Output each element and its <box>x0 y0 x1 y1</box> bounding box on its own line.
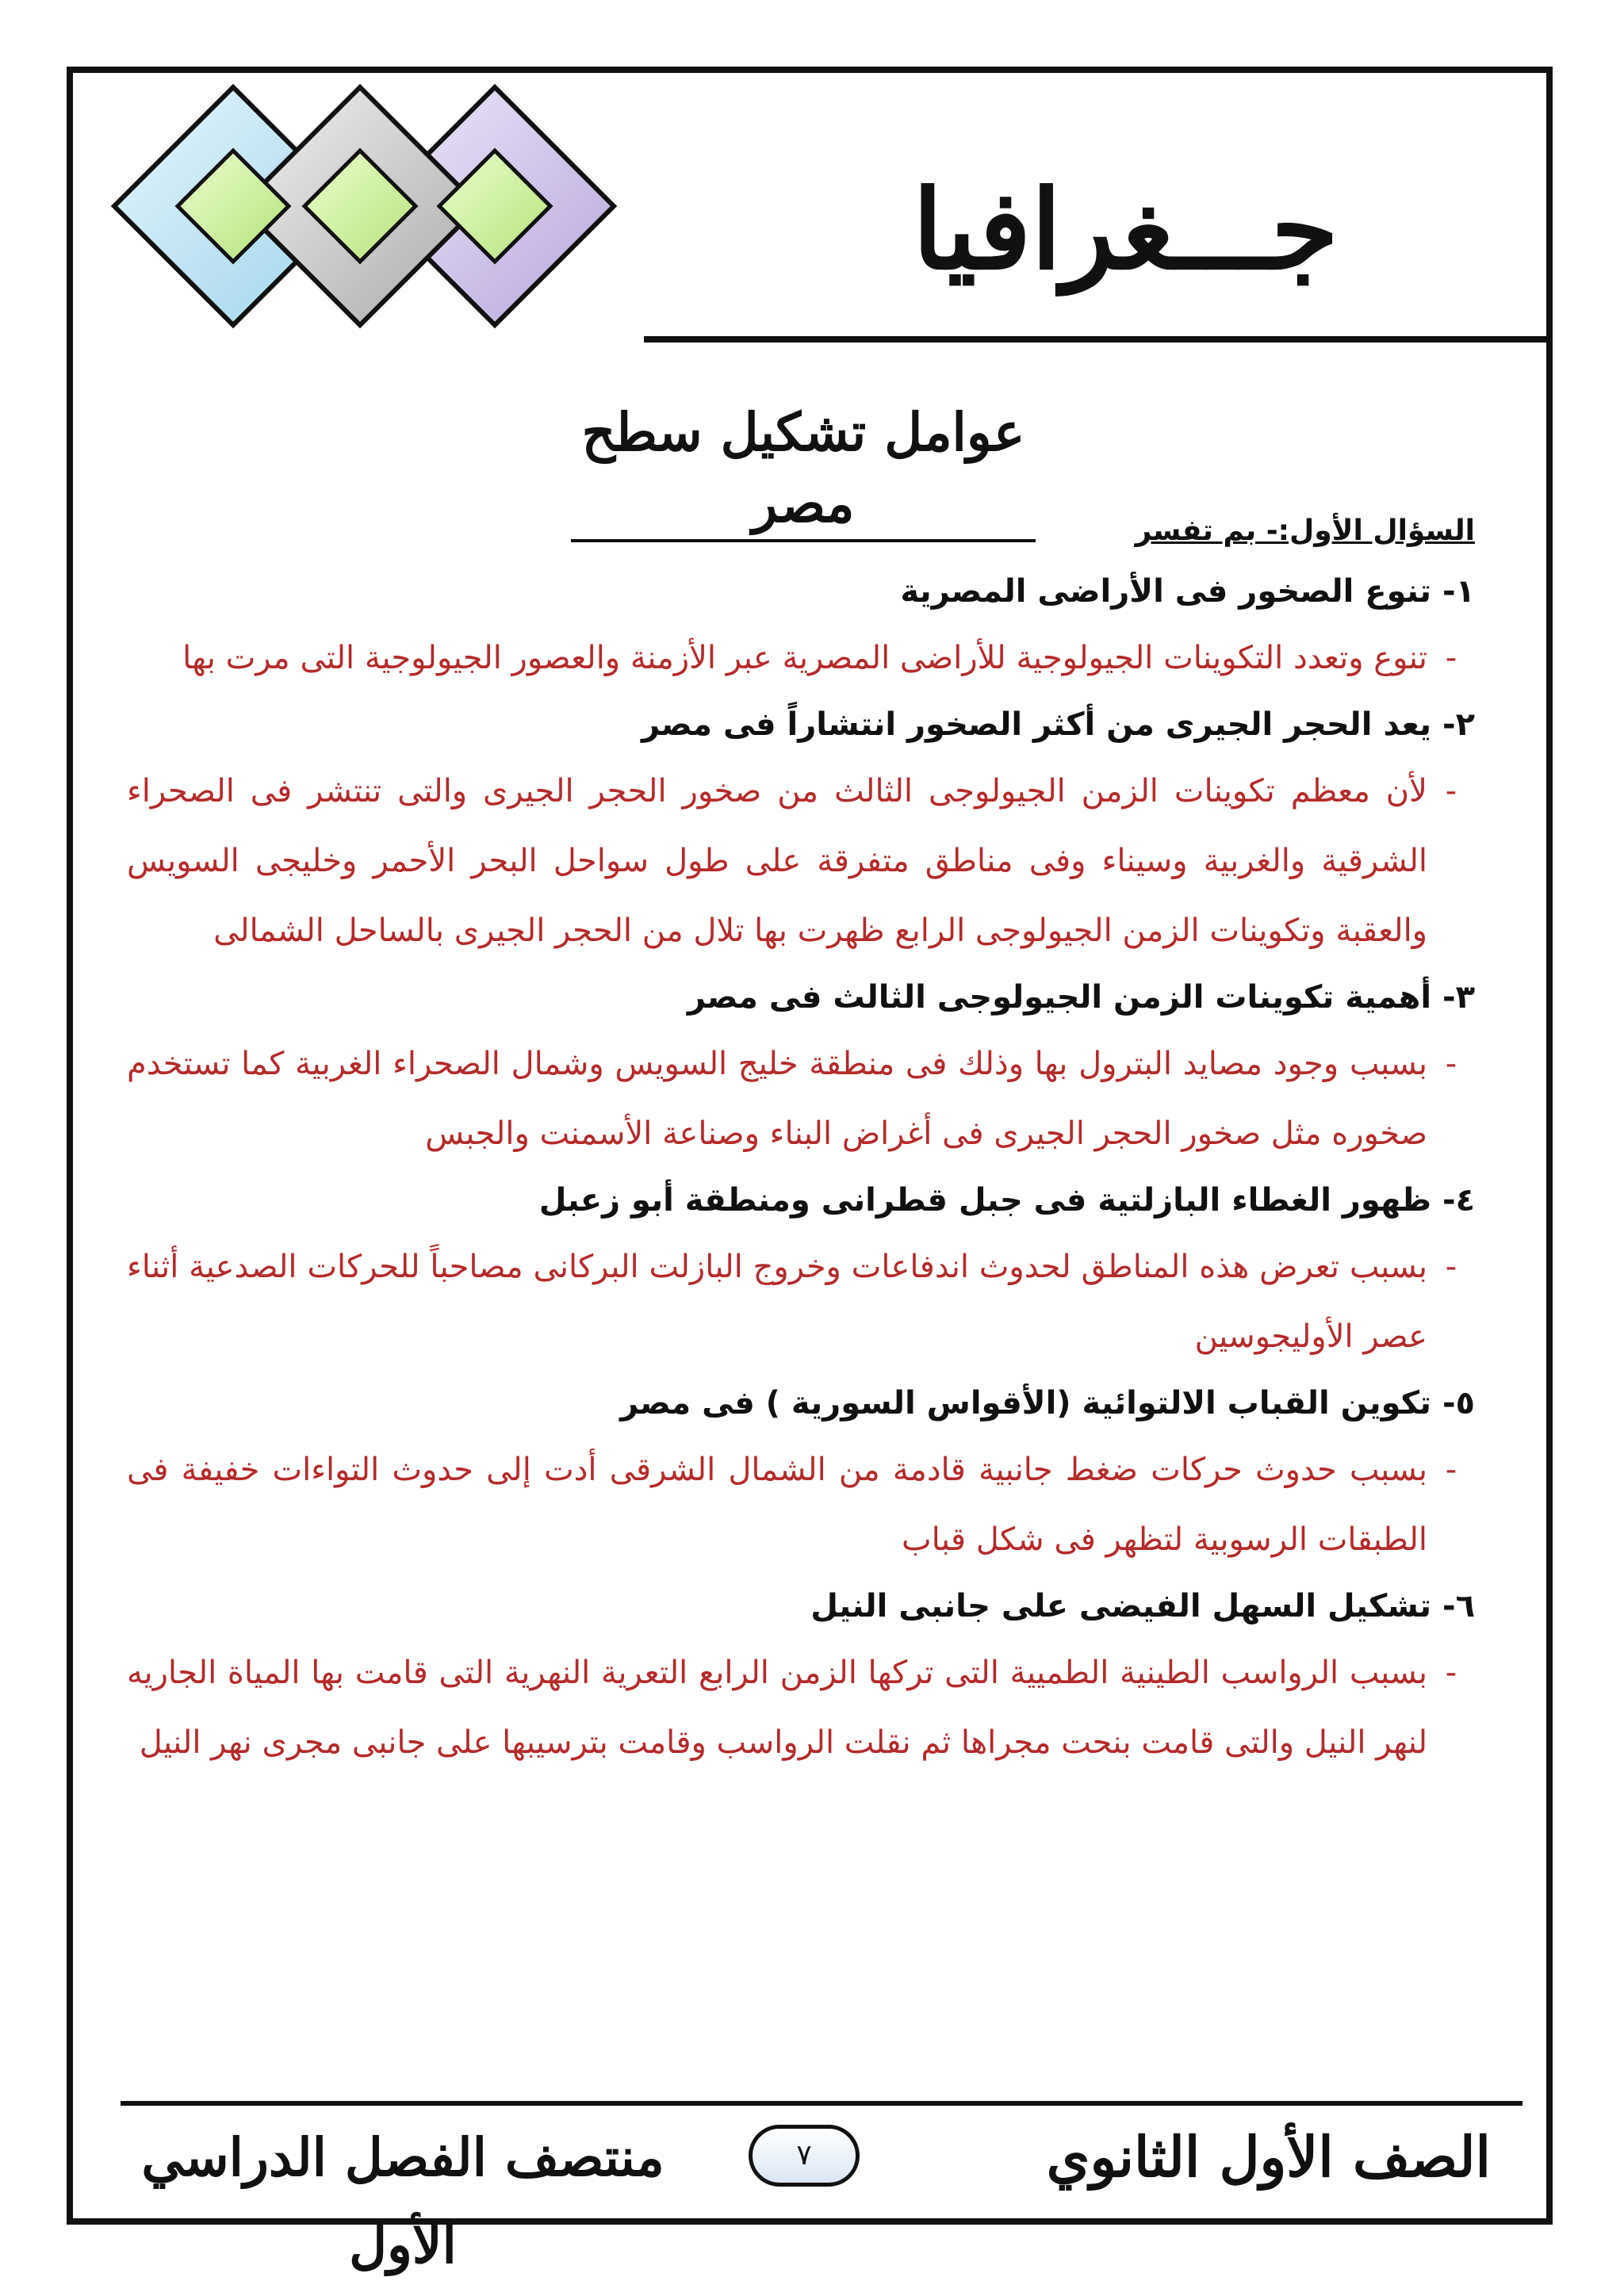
item-heading: ١- تنوع الصخور فى الأراضى المصرية <box>900 573 1475 610</box>
answer-text: بسبب تعرض هذه المناطق لحدوث اندفاعات وخروج البازلت البركانى مصاحباً للحركات الصدعية أثناء عصر الأوليجوسين <box>127 1249 1427 1355</box>
answer-text: بسبب الرواسب الطينية الطميية التى تركها الزمن الرابع التعرية النهرية التى قامت بها المياة الجاريه لنهر النيل والتى قامت بنحت مجراها ثم نقلت الرواسب وقامت بترسيبها على جانبى مجرى نهر النيل <box>127 1655 1427 1761</box>
item-heading: ٦- تشكيل السهل الفيضى على جانبى النيل <box>810 1588 1475 1624</box>
answer-block <box>127 1435 1475 1575</box>
page-number-badge: ٧ <box>749 2125 860 2187</box>
answer-text: بسبب وجود مصايد البترول بها وذلك فى منطقة خليج السويس وشمال الصحراء الغربية كما تستخدم صخوره مثل صخور الحجر الجيرى فى أغراض البناء وصناعة الأسمنت والجبس <box>127 1046 1427 1152</box>
question-section <box>127 507 1475 1998</box>
subject-title: جـــغرافيا <box>912 165 1339 294</box>
dash-bullet-icon: - <box>1445 1452 1457 1488</box>
question-label: السؤال الأول:- بم تفسر <box>1135 515 1475 547</box>
answer-text: بسبب حدوث حركات ضغط جانبية قادمة من الشمال الشرقى أدت إلى حدوث التواءات خفيفة فى الطبقات الرسوبية لتظهر فى شكل قباب <box>127 1452 1427 1558</box>
answer-text: لأن معظم تكوينات الزمن الجيولوجى الثالث من صخور الحجر الجيرى والتى تنتشر فى الصحراء الشرقية والغربية وسيناء وفى مناطق متفرقة على طول سواحل البحر الأحمر وخليجى السويس والعقبة وتكوينات الزمن الجيولوجى الرابع ظهرت بها تلال من الحجر الجيرى بالساحل الشمالى <box>127 773 1427 949</box>
dash-bullet-icon: - <box>1445 640 1457 676</box>
footer-divider <box>121 2101 1522 2106</box>
item-heading: ٤- ظهور الغطاء البازلتية فى جبل قطرانى ومنطقة أبو زعبل <box>538 1182 1475 1219</box>
footer-grade: الصف الأول الثانوي <box>1046 2124 1491 2190</box>
header-divider <box>644 336 1553 342</box>
answer-block <box>127 1029 1475 1169</box>
answer-block <box>127 1232 1475 1372</box>
item-heading: ٥- تكوين القباب الالتوائية (الأقواس السورية ) فى مصر <box>620 1385 1475 1422</box>
item-heading: ٣- أهمية تكوينات الزمن الجيولوجى الثالث فى مصر <box>687 979 1475 1016</box>
answer-text: تنوع وتعدد التكوينات الجيولوجية للأراضى المصرية عبر الأزمنة والعصور الجيولوجية التى مرت بها <box>182 640 1427 676</box>
item-heading: ٢- يعد الحجر الجيرى من أكثر الصخور انتشاراً فى مصر <box>641 706 1475 743</box>
dash-bullet-icon: - <box>1445 1046 1457 1082</box>
lesson-title: عوامل تشكيل سطح مصر <box>571 396 1036 542</box>
answer-block <box>127 1638 1475 1777</box>
dash-bullet-icon: - <box>1445 773 1457 809</box>
answer-block <box>127 756 1475 966</box>
footer-term: منتصف الفصل الدراسي الأول <box>141 2126 665 2275</box>
dash-bullet-icon: - <box>1445 1655 1457 1691</box>
answer-block <box>127 623 1475 693</box>
diamond-logo-icon <box>67 71 717 357</box>
dash-bullet-icon: - <box>1445 1249 1457 1285</box>
